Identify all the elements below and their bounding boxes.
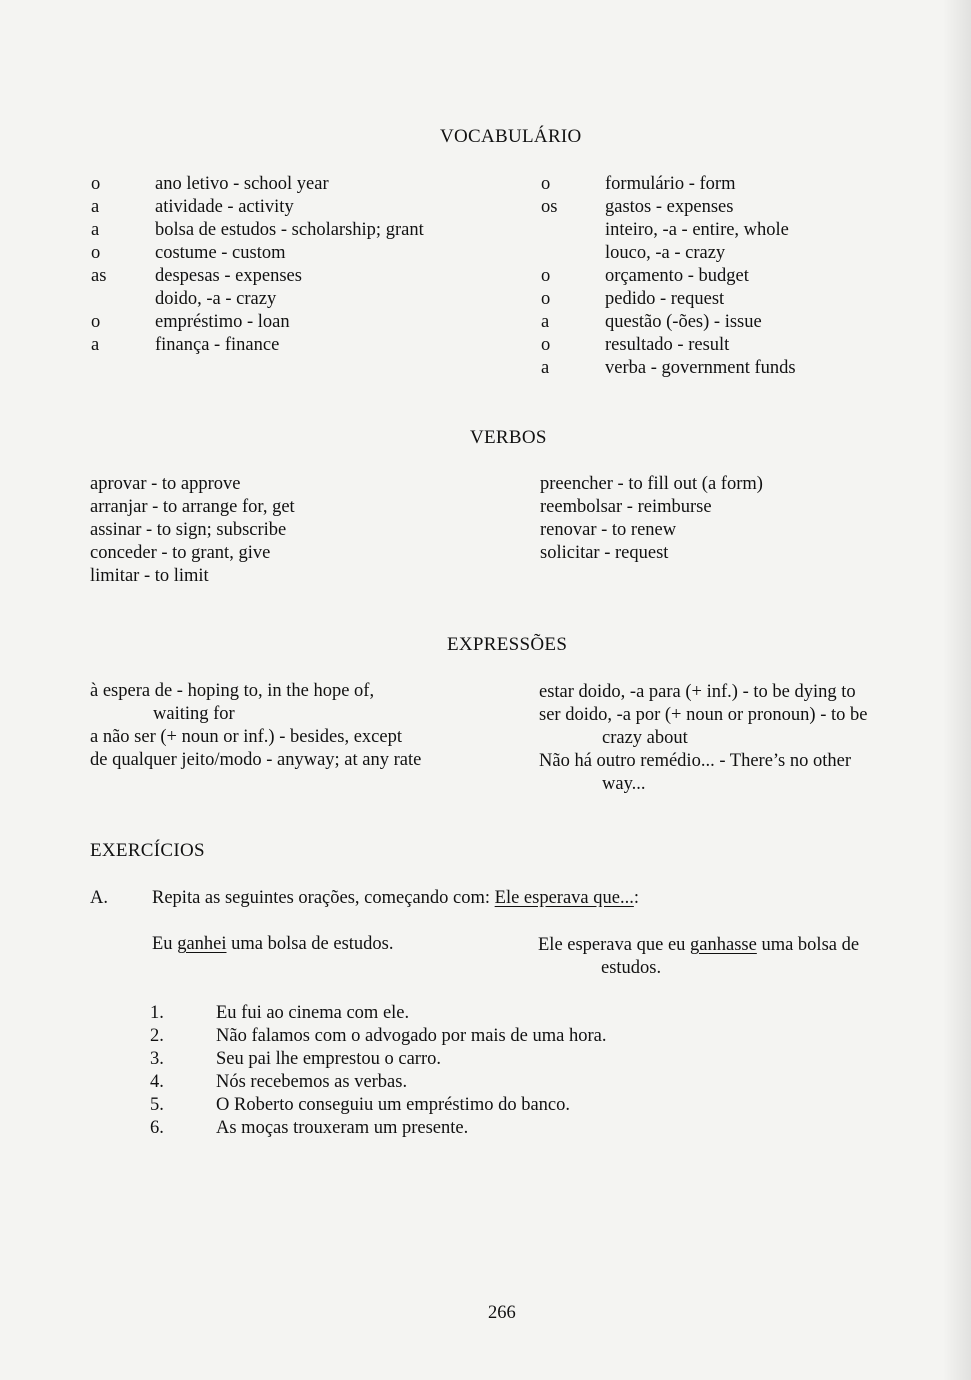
vocab-term: ano letivo - school year: [155, 174, 329, 194]
model-verb: ganhei: [177, 934, 227, 954]
expressions-right-column: [539, 681, 867, 796]
instruction-prompt: Ele esperava que...: [494, 888, 634, 908]
vocab-entry: [541, 311, 941, 334]
vocab-term: formulário - form: [605, 174, 736, 194]
vocab-article: a: [91, 197, 100, 217]
vocab-article: a: [541, 312, 550, 332]
expression-entry: Não há outro remédio... - There’s no other: [539, 751, 852, 771]
instruction-colon: :: [633, 888, 639, 908]
vocab-entry: [541, 173, 941, 196]
exercise-item: [150, 1117, 750, 1140]
verb-entry: solicitar - request: [540, 543, 669, 563]
verb-entry: aprovar - to approve: [90, 474, 241, 494]
expression-entry: à espera de - hoping to, in the hope of,: [90, 681, 375, 701]
model-text: uma bolsa de estudos.: [226, 934, 394, 954]
item-text: Seu pai lhe emprestou o carro.: [216, 1049, 442, 1069]
exercise-letter: A.: [90, 888, 108, 908]
vocab-entry: [541, 265, 941, 288]
vocab-left-column: [91, 173, 511, 357]
vocab-entry: [541, 219, 941, 242]
item-number: 6.: [150, 1118, 164, 1138]
vocab-term: orçamento - budget: [605, 266, 749, 286]
item-text: Não falamos com o advogado por mais de uma hora.: [216, 1026, 607, 1046]
vocab-article: a: [91, 335, 100, 355]
vocabulary-heading: VOCABULÁRIO: [440, 126, 582, 147]
vocab-entry: [91, 311, 511, 334]
vocab-term: resultado - result: [605, 335, 730, 355]
vocab-term: despesas - expenses: [155, 266, 302, 286]
exercise-item: [150, 1094, 750, 1117]
model-sentence: [152, 933, 394, 956]
item-text: As moças trouxeram um presente.: [216, 1118, 469, 1138]
expression-continuation: waiting for: [153, 704, 235, 724]
verbs-left-column: [90, 473, 295, 588]
exercise-item: [150, 1048, 750, 1071]
vocab-term: finança - finance: [155, 335, 280, 355]
vocab-entry: [541, 288, 941, 311]
vocab-term: gastos - expenses: [605, 197, 734, 217]
vocab-entry: [541, 242, 941, 265]
model-verb: ganhasse: [690, 935, 757, 955]
exercise-item: [150, 1025, 750, 1048]
exercise-item: [150, 1071, 750, 1094]
verb-entry: conceder - to grant, give: [90, 543, 271, 563]
expression-continuation: crazy about: [602, 728, 688, 748]
vocab-right-column: [541, 173, 941, 380]
item-number: 2.: [150, 1026, 164, 1046]
vocab-article: o: [91, 243, 101, 263]
model-text: Ele esperava que eu: [538, 935, 691, 955]
item-number: 1.: [150, 1003, 164, 1023]
vocab-article: o: [541, 174, 551, 194]
verb-entry: limitar - to limit: [90, 566, 209, 586]
vocab-entry: [91, 196, 511, 219]
vocab-article: as: [91, 266, 107, 286]
vocab-entry: [91, 219, 511, 242]
item-text: Eu fui ao cinema com ele.: [216, 1003, 410, 1023]
vocab-entry: [541, 196, 941, 219]
instruction-text: Repita as seguintes orações, começando com:: [152, 888, 495, 908]
verbs-heading: VERBOS: [470, 427, 547, 448]
verb-entry: preencher - to fill out (a form): [540, 474, 763, 494]
item-number: 4.: [150, 1072, 164, 1092]
vocab-term: verba - government funds: [605, 358, 796, 378]
exercises-heading: EXERCÍCIOS: [90, 840, 205, 861]
expression-entry: de qualquer jeito/modo - anyway; at any rate: [90, 750, 422, 770]
expression-entry: ser doido, -a por (+ noun or pronoun) - to be: [539, 705, 868, 725]
item-number: 5.: [150, 1095, 164, 1115]
verb-entry: arranjar - to arrange for, get: [90, 497, 295, 517]
item-text: O Roberto conseguiu um empréstimo do banco.: [216, 1095, 571, 1115]
item-text: Nós recebemos as verbas.: [216, 1072, 408, 1092]
vocab-term: pedido - request: [605, 289, 725, 309]
vocab-term: empréstimo - loan: [155, 312, 290, 332]
vocab-entry: [91, 265, 511, 288]
exercise-list: [150, 1002, 750, 1140]
vocab-term: doido, -a - crazy: [155, 289, 277, 309]
vocab-entry: [91, 173, 511, 196]
expression-entry: a não ser (+ noun or inf.) - besides, except: [90, 727, 402, 747]
model-text: uma bolsa de: [756, 935, 860, 955]
expressions-left-column: [90, 680, 421, 772]
verb-entry: assinar - to sign; subscribe: [90, 520, 287, 540]
vocab-article: os: [541, 197, 558, 217]
model-text: Eu: [152, 934, 178, 954]
page-number: 266: [488, 1303, 516, 1323]
vocab-article: o: [541, 289, 551, 309]
expression-continuation: way...: [602, 774, 646, 794]
expressions-heading: EXPRESSÕES: [447, 634, 568, 655]
vocab-term: atividade - activity: [155, 197, 294, 217]
vocab-article: o: [541, 266, 551, 286]
exercise-item: [150, 1002, 750, 1025]
vocab-term: bolsa de estudos - scholarship; grant: [155, 220, 424, 240]
vocab-term: questão (-ões) - issue: [605, 312, 762, 332]
vocab-article: a: [541, 358, 550, 378]
vocab-article: a: [91, 220, 100, 240]
vocab-term: costume - custom: [155, 243, 286, 263]
verbs-right-column: [540, 473, 763, 565]
vocab-entry: [541, 334, 941, 357]
vocab-term: inteiro, -a - entire, whole: [605, 220, 789, 240]
vocab-article: o: [91, 174, 101, 194]
model-answer-continuation: estudos.: [601, 958, 662, 978]
exercise-instruction: [152, 887, 639, 910]
vocab-entry: [541, 357, 941, 380]
vocab-term: louco, -a - crazy: [605, 243, 726, 263]
vocab-entry: [91, 288, 511, 311]
vocab-article: o: [91, 312, 101, 332]
page-edge-shadow: [943, 0, 971, 1380]
vocab-entry: [91, 334, 511, 357]
verb-entry: reembolsar - reimburse: [540, 497, 712, 517]
model-answer: [538, 934, 859, 957]
vocab-entry: [91, 242, 511, 265]
expression-entry: estar doido, -a para (+ inf.) - to be dying to: [539, 682, 856, 702]
item-number: 3.: [150, 1049, 164, 1069]
vocab-article: o: [541, 335, 551, 355]
verb-entry: renovar - to renew: [540, 520, 677, 540]
